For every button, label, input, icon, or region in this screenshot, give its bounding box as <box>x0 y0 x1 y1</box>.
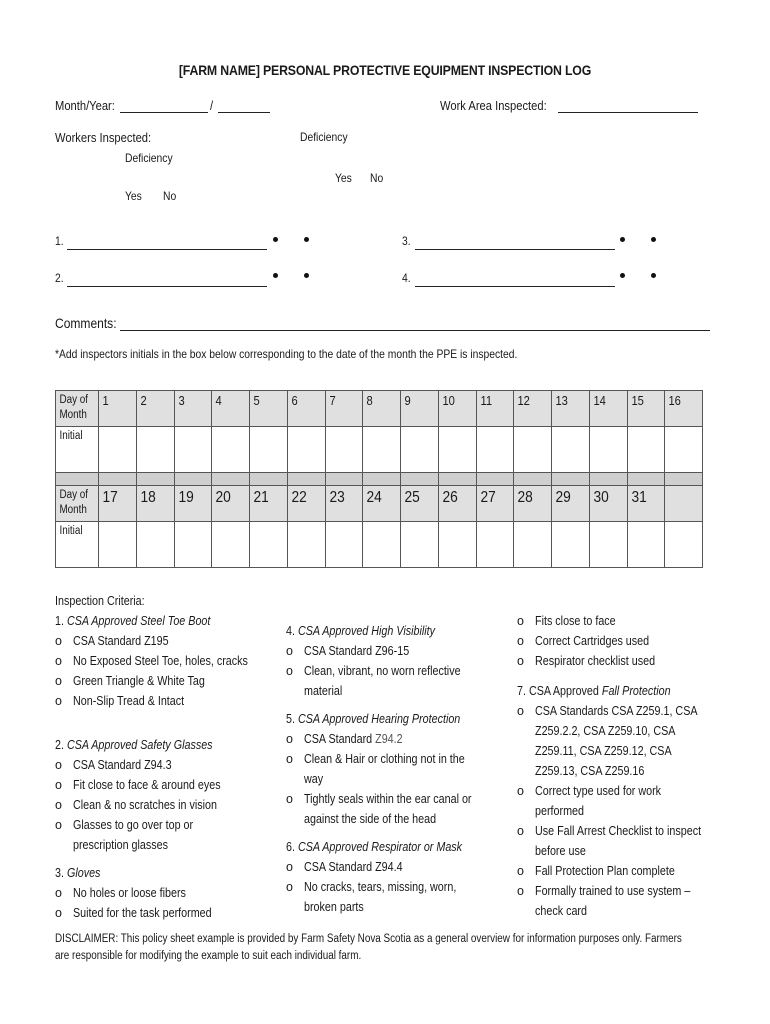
initial-cell[interactable] <box>99 427 137 473</box>
day-cell: 2 <box>136 391 174 427</box>
day-cell: 12 <box>514 391 552 427</box>
initial-cell[interactable] <box>438 427 476 473</box>
comments-field[interactable] <box>120 330 710 331</box>
work-area-field[interactable] <box>558 112 698 113</box>
list-item-continuation: performed <box>535 804 585 818</box>
initial-cell[interactable] <box>665 427 703 473</box>
worker-4-field[interactable] <box>415 286 615 287</box>
list-item-continuation: way <box>304 772 324 786</box>
month-field[interactable] <box>120 112 208 113</box>
worker-3-field[interactable] <box>415 249 615 250</box>
day-cell: 9 <box>401 391 439 427</box>
initial-label: Initial <box>56 522 99 568</box>
workers-inspected-label: Workers Inspected: <box>55 130 152 145</box>
list-item: o Green Triangle & White Tag <box>55 671 285 691</box>
list-item: o Respirator checklist used <box>517 651 732 671</box>
list-item-continuation: broken parts <box>304 900 364 914</box>
deficiency-label-left: Deficiency <box>125 151 173 165</box>
initial-cell[interactable] <box>174 522 212 568</box>
initial-cell[interactable] <box>552 522 590 568</box>
inspection-calendar-table <box>55 390 703 568</box>
list-item-continuation: Z259.13, CSA Z259.16 <box>535 764 645 778</box>
list-item: o CSA Standard Z94.4 <box>286 857 511 877</box>
day-cell: 14 <box>589 391 627 427</box>
initial-cell[interactable] <box>99 522 137 568</box>
list-item: o Correct type used for work <box>517 781 732 801</box>
list-item: o No Exposed Steel Toe, holes, cracks <box>55 651 285 671</box>
initial-cell[interactable] <box>514 427 552 473</box>
day-cell: 3 <box>174 391 212 427</box>
list-item: o Clean & Hair or clothing not in the <box>286 749 511 769</box>
worker-3-yes-bullet[interactable] <box>620 237 625 242</box>
initial-cell[interactable] <box>250 522 288 568</box>
day-cell: 7 <box>325 391 363 427</box>
worker-3-number: 3. <box>402 234 411 248</box>
initial-row-1 <box>56 427 703 473</box>
yes-label-left: Yes <box>125 189 142 203</box>
list-item-continuation: against the side of the head <box>304 812 437 826</box>
worker-1-field[interactable] <box>67 249 267 250</box>
day-cell: 26 <box>438 486 476 522</box>
initial-cell[interactable] <box>287 427 325 473</box>
day-of-month-header: Day of Month <box>56 486 99 522</box>
initial-cell[interactable] <box>476 427 514 473</box>
day-cell: 5 <box>250 391 288 427</box>
criteria-column-2 <box>286 621 511 917</box>
initial-cell[interactable] <box>438 522 476 568</box>
worker-4-number: 4. <box>402 271 411 285</box>
list-item: o Tightly seals within the ear canal or <box>286 789 511 809</box>
day-cell: 1 <box>99 391 137 427</box>
initial-cell[interactable] <box>325 522 363 568</box>
list-item: o Formally trained to use system – <box>517 881 732 901</box>
initial-cell[interactable] <box>174 427 212 473</box>
worker-2-number: 2. <box>55 271 64 285</box>
day-cell: 18 <box>136 486 174 522</box>
initial-cell[interactable] <box>401 427 439 473</box>
list-item-continuation: prescription glasses <box>73 838 169 852</box>
worker-3-no-bullet[interactable] <box>651 237 656 242</box>
separator-row <box>56 473 703 486</box>
initial-cell[interactable] <box>665 522 703 568</box>
day-cell: 25 <box>401 486 439 522</box>
day-cell: 15 <box>627 391 665 427</box>
initial-cell[interactable] <box>136 427 174 473</box>
no-label-right: No <box>370 171 384 185</box>
criteria-heading: Inspection Criteria: <box>55 594 145 608</box>
initial-cell[interactable] <box>627 427 665 473</box>
list-item-continuation: material <box>304 684 343 698</box>
list-item-continuation: Z259.2.2, CSA Z259.10, CSA <box>535 724 676 738</box>
initial-cell[interactable] <box>212 522 250 568</box>
initial-cell[interactable] <box>401 522 439 568</box>
initial-cell[interactable] <box>552 427 590 473</box>
criteria-4-title: 4. CSA Approved High Visibility <box>286 624 435 638</box>
list-item: o Fit close to face & around eyes <box>55 775 285 795</box>
day-cell: 30 <box>589 486 627 522</box>
list-item-continuation: before use <box>535 844 586 858</box>
initial-cell[interactable] <box>250 427 288 473</box>
day-cell: 19 <box>174 486 212 522</box>
list-item: o CSA Standards CSA Z259.1, CSA <box>517 701 732 721</box>
day-row-1 <box>56 391 703 427</box>
initial-cell[interactable] <box>287 522 325 568</box>
list-item: o Clean, vibrant, no worn reflective <box>286 661 511 681</box>
list-item: o Suited for the task performed <box>55 903 285 923</box>
day-cell: 28 <box>514 486 552 522</box>
day-cell: 11 <box>476 391 514 427</box>
month-year-label: Month/Year: <box>55 98 115 113</box>
worker-2-no-bullet[interactable] <box>304 273 309 278</box>
criteria-6-title: 6. CSA Approved Respirator or Mask <box>286 840 463 854</box>
list-item: o Use Fall Arrest Checklist to inspect <box>517 821 732 841</box>
initial-cell[interactable] <box>627 522 665 568</box>
list-item-continuation: Z259.11, CSA Z259.12, CSA <box>535 744 672 758</box>
day-cell: 31 <box>627 486 665 522</box>
day-cell: 16 <box>665 391 703 427</box>
list-item: o CSA Standard Z195 <box>55 631 285 651</box>
initial-row-2 <box>56 522 703 568</box>
deficiency-label-right: Deficiency <box>300 130 348 144</box>
initial-cell[interactable] <box>589 427 627 473</box>
initial-cell[interactable] <box>136 522 174 568</box>
initial-cell[interactable] <box>325 427 363 473</box>
worker-4-no-bullet[interactable] <box>651 273 656 278</box>
list-item: o CSA Standard Z96-15 <box>286 641 511 661</box>
day-cell: 4 <box>212 391 250 427</box>
day-cell: 27 <box>476 486 514 522</box>
worker-1-yes-bullet[interactable] <box>273 237 278 242</box>
yes-label-right: Yes <box>335 171 352 185</box>
day-cell: 20 <box>212 486 250 522</box>
day-cell: 17 <box>99 486 137 522</box>
day-cell: 21 <box>250 486 288 522</box>
comments-label: Comments: <box>55 315 117 331</box>
criteria-1-title: 1. CSA Approved Steel Toe Boot <box>55 614 211 628</box>
worker-4-yes-bullet[interactable] <box>620 273 625 278</box>
day-cell: 23 <box>325 486 363 522</box>
work-area-label: Work Area Inspected: <box>440 98 547 113</box>
criteria-column-3 <box>517 611 732 921</box>
list-item: o CSA Standard Z94.3 <box>55 755 285 775</box>
page-title: [FARM NAME] PERSONAL PROTECTIVE EQUIPMENT INSPECTION LOG <box>178 62 592 78</box>
day-cell: 10 <box>438 391 476 427</box>
initial-cell[interactable] <box>212 427 250 473</box>
criteria-3-title: 3. Gloves <box>55 866 101 880</box>
list-item: o No cracks, tears, missing, worn, <box>286 877 511 897</box>
day-cell: 8 <box>363 391 401 427</box>
day-of-month-header: Day of Month <box>56 391 99 427</box>
day-row-2 <box>56 486 703 522</box>
no-label-left: No <box>163 189 177 203</box>
instruction-text: *Add inspectors initials in the box below corresponding to the date of the month the PPE is inspected. <box>55 347 518 361</box>
month-year-separator: / <box>210 98 214 113</box>
day-cell: 24 <box>363 486 401 522</box>
day-cell: 13 <box>552 391 590 427</box>
initial-cell[interactable] <box>363 522 401 568</box>
criteria-column-1 <box>55 591 285 923</box>
criteria-2-title: 2. CSA Approved Safety Glasses <box>55 738 213 752</box>
list-item: o Correct Cartridges used <box>517 631 732 651</box>
day-cell: 29 <box>552 486 590 522</box>
list-item: o No holes or loose fibers <box>55 883 285 903</box>
initial-cell[interactable] <box>589 522 627 568</box>
worker-1-number: 1. <box>55 234 64 248</box>
list-item: o Clean & no scratches in vision <box>55 795 285 815</box>
disclaimer-text: DISCLAIMER: This policy sheet example is provided by Farm Safety Nova Scotia as a general overview for information purposes only. Farmers are responsible for modifying the example to suit each individual farm. <box>55 933 682 962</box>
list-item: o Fits close to face <box>517 611 732 631</box>
initial-cell[interactable] <box>363 427 401 473</box>
worker-2-field[interactable] <box>67 286 267 287</box>
day-cell: 22 <box>287 486 325 522</box>
initial-label: Initial <box>56 427 99 473</box>
list-item: o Fall Protection Plan complete <box>517 861 732 881</box>
list-item: o Non-Slip Tread & Intact <box>55 691 285 711</box>
list-item-continuation: check card <box>535 904 587 918</box>
criteria-5-title: 5. CSA Approved Hearing Protection <box>286 712 461 726</box>
list-item: o Glasses to go over top or <box>55 815 285 835</box>
day-cell <box>665 486 703 522</box>
criteria-7-title: 7. CSA Approved Fall Protection <box>517 684 671 698</box>
initial-cell[interactable] <box>514 522 552 568</box>
worker-1-no-bullet[interactable] <box>304 237 309 242</box>
year-field[interactable] <box>218 112 270 113</box>
day-cell: 6 <box>287 391 325 427</box>
worker-2-yes-bullet[interactable] <box>273 273 278 278</box>
list-item: o CSA Standard Z94.2 <box>286 729 511 749</box>
initial-cell[interactable] <box>476 522 514 568</box>
